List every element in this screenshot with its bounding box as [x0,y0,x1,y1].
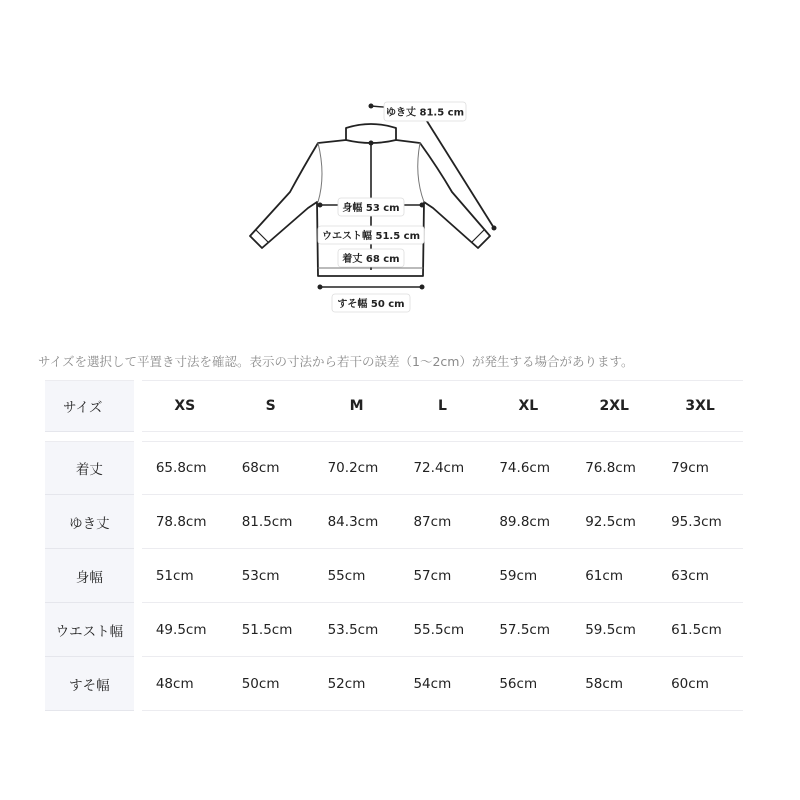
size-header-row [45,380,743,432]
size-table [45,380,743,711]
table-cell: 53cm [228,549,314,603]
table-cell: 79cm [657,441,743,495]
table-cell: 59.5cm [571,603,657,657]
table-cell: 74.6cm [485,441,571,495]
table-cell: 81.5cm [228,495,314,549]
row-label-length: 着丈 [45,441,134,495]
row-label-sleeve: ゆき丈 [45,495,134,549]
row-label-hem: すそ幅 [45,657,134,711]
table-cell: 49.5cm [142,603,228,657]
waist-label: ウエスト幅 51.5 cm [322,231,420,242]
table-cell: 51cm [142,549,228,603]
table-cell: 61.5cm [657,603,743,657]
size-s: S [228,380,314,432]
table-cell: 76.8cm [571,441,657,495]
size-xs: XS [142,380,228,432]
table-cell: 89.8cm [485,495,571,549]
size-2xl: 2XL [571,380,657,432]
measurement-note: サイズを選択して平置き寸法を確認。表示の寸法から若干の誤差（1〜2cm）が発生する場合があります。 [38,354,634,369]
hem-label: すそ幅 50 cm [337,299,405,310]
table-cell: 54cm [399,657,485,711]
table-cell: 87cm [399,495,485,549]
table-cell: 92.5cm [571,495,657,549]
table-cell: 59cm [485,549,571,603]
row-label-chest: 身幅 [45,549,134,603]
table-cell: 58cm [571,657,657,711]
table-cell: 68cm [228,441,314,495]
table-cell: 95.3cm [657,495,743,549]
table-cell: 55.5cm [399,603,485,657]
table-row [45,603,743,657]
table-cell: 84.3cm [314,495,400,549]
size-3xl: 3XL [657,380,743,432]
length-label: 着丈 68 cm [342,254,400,265]
table-cell: 52cm [314,657,400,711]
table-cell: 63cm [657,549,743,603]
table-cell: 56cm [485,657,571,711]
row-label-waist: ウエスト幅 [45,603,134,657]
table-cell: 78.8cm [142,495,228,549]
table-cell: 53.5cm [314,603,400,657]
table-row [45,657,743,711]
size-xl: XL [485,380,571,432]
hem-measure [318,285,425,290]
table-cell: 72.4cm [399,441,485,495]
size-l: L [400,380,486,432]
table-cell: 50cm [228,657,314,711]
table-row [45,495,743,549]
table-cell: 70.2cm [314,441,400,495]
table-row [45,549,743,603]
size-diagram [0,0,800,330]
table-cell: 61cm [571,549,657,603]
size-header-label: サイズ [45,380,134,432]
table-cell: 57cm [399,549,485,603]
table-cell: 48cm [142,657,228,711]
table-cell: 57.5cm [485,603,571,657]
table-cell: 55cm [314,549,400,603]
table-cell: 65.8cm [142,441,228,495]
size-m: M [314,380,400,432]
table-cell: 51.5cm [228,603,314,657]
sleeve-label: ゆき丈 81.5 cm [386,107,464,119]
chest-label: 身幅 53 cm [342,203,400,214]
table-row [45,441,743,495]
table-cell: 60cm [657,657,743,711]
